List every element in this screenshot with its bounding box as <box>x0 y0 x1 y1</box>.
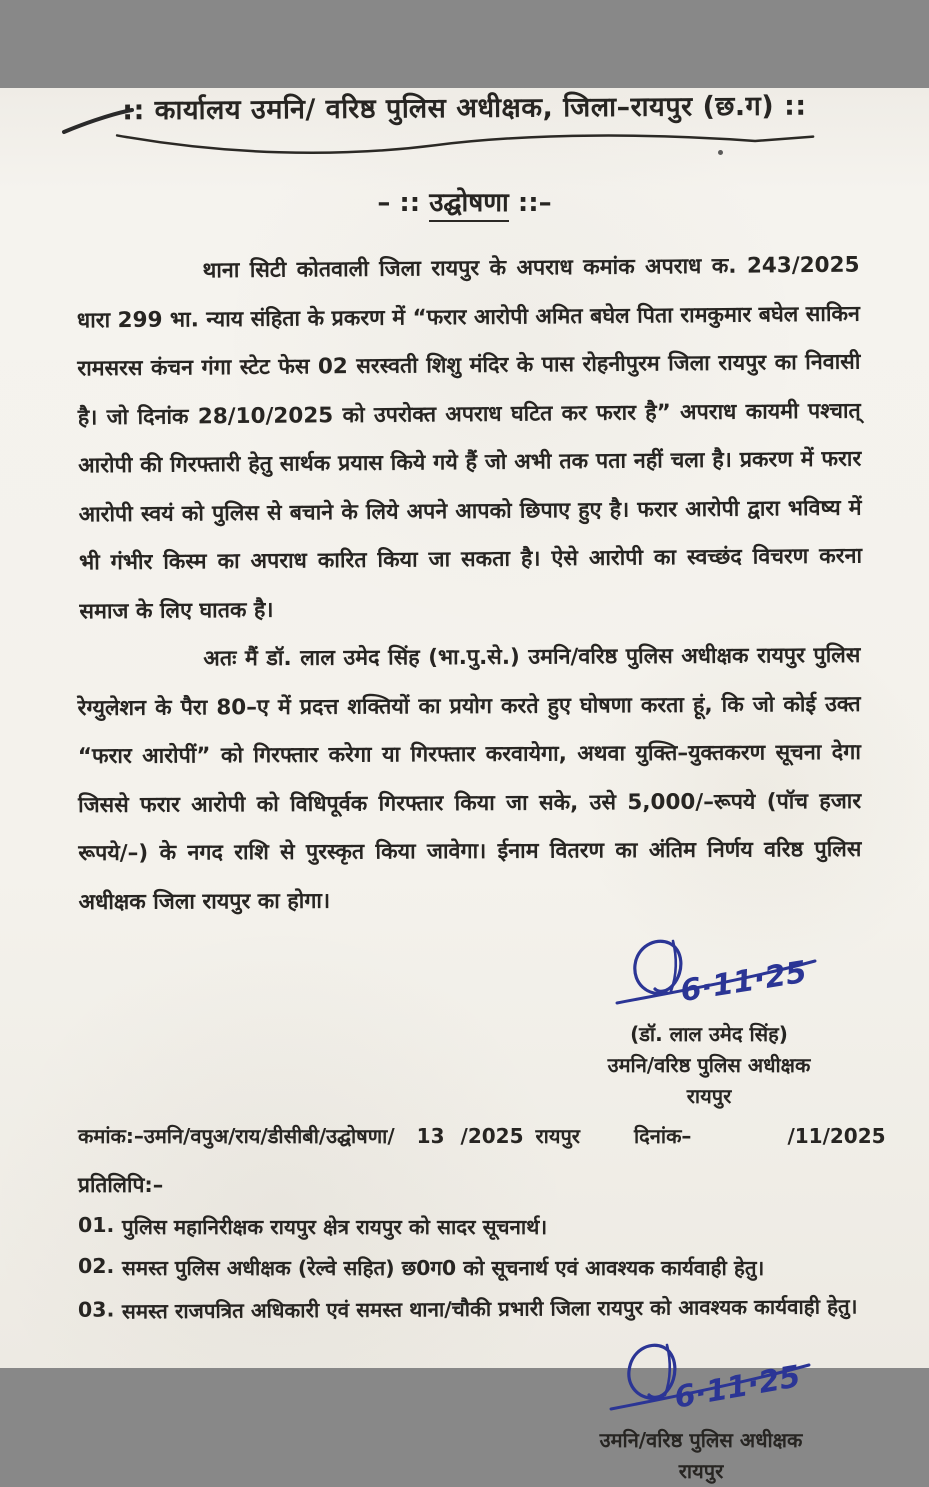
reference-place: रायपुर <box>535 1124 580 1149</box>
signature-ink-1 <box>589 931 829 1027</box>
copy-item-2 <box>78 1254 869 1282</box>
copy-item-text: समस्त राजपत्रित अधिकारी एवं समस्त थाना/चौकी प्रभारी जिला रायपुर को आवश्यक कार्यवाही हेतु। <box>121 1294 858 1324</box>
body-paragraph-2: अतः मैं डॉ. लाल उमेद सिंह (भा.पु.से.) उमनि/वरिष्ठ पुलिस अधीक्षक रायपुर पुलिस रेग्युलेशन के पैरा 80–ए में प्रदत्त शक्तियों का प्रयोग करते हुए घोषणा करता हूं, कि जो कोई उक्त “फरार आरोपीं” को गिरफ्तार करेगा या गिरफ्तार करवायेगा, अथवा युक्ति–युक्तकरण सूचना देगा जिससे फरार आरोपी को विधिपूर्वक गिरफ्तार किया जा सके, उसे 5,000/–रूपये (पॉच हजार रूपये/–) के नगद राशि से पुरस्कृत किया जावेगा। ईनाम वितरण का अंतिम निर्णय वरिष्ठ पुलिस अधीक्षक जिला रायपुर का होगा। <box>77 642 862 915</box>
reference-line <box>78 1122 886 1149</box>
signature-date-2: 6·11·25 <box>671 1359 804 1416</box>
subtitle-suffix: ::– <box>517 188 552 218</box>
reference-year: /2025 <box>460 1124 524 1149</box>
document-subtitle <box>0 183 929 219</box>
reference-number: 13 <box>416 1124 445 1149</box>
reference-date-value: /11/2025 <box>787 1124 886 1149</box>
office-title <box>60 85 869 156</box>
copy-item-number: 01. <box>78 1213 115 1238</box>
signatory-place: रायपुर <box>678 1459 724 1484</box>
copies-list <box>78 1213 869 1323</box>
title-underline <box>115 125 815 156</box>
signatory-designation: उमनि/वरिष्ठ पुलिस अधीक्षक <box>599 1428 803 1453</box>
signature-block-2 <box>551 1333 851 1487</box>
copy-item-text: पुलिस महानिरीक्षक रायपुर क्षेत्र रायपुर को सादर सूचनार्थ। <box>122 1215 548 1240</box>
subtitle-word: उद्घोषणा <box>429 188 509 222</box>
signature-date-1: 6·11·25 <box>678 954 810 1010</box>
signature-block-1 <box>559 931 859 1112</box>
copy-item-3 <box>78 1292 869 1326</box>
body-paragraph-1: थाना सिटी कोतवाली जिला रायपुर के अपराध कमांक अपराध क. 243/2025 धारा 299 भा. न्याय संहिता के प्रकरण में “फरार आरोपी अमित बघेल पिता रामकुमार बघेल साकिन रामसरस कंचन गंगा स्टेट फेस 02 सरस्वती शिशु मंदिर के पास रोहनीपुरम जिला रायपुर का निवासी है। जो दिनांक 28/10/2025 को उपरोक्त अपराध घटित कर फरार है” अपराध कायमी पश्चात् आरोपी की गिरफ्तारी हेतु सार्थक प्रयास किये गये हैं जो अभी तक पता नहीं चला है। प्रकरण में फरार आरोपी स्वयं को पुलिस से बचाने के लिये अपने आपको छिपाए हुए है। फरार आरोपी द्वारा भविष्य में भी गंभीर किस्म का अपराध कारित किया जा सकता है। ऐसे आरोपी का स्वच्छंद विचरण करना समाज के लिए घातक है। <box>76 252 863 625</box>
office-title-text: :: कार्यालय उमनि/ वरिष्ठ पुलिस अधीक्षक, जिला–रायपुर (छ.ग) :: <box>122 90 807 127</box>
reference-date-label: दिनांक– <box>633 1124 692 1149</box>
reference-label: कमांक:–उमनि/वपुअ/राय/डीसीबी/उद्घोषणा/ <box>78 1124 395 1149</box>
scanned-document-page <box>0 88 929 1484</box>
copy-item-number: 02. <box>78 1254 115 1279</box>
copies-heading: प्रतिलिपि:– <box>78 1173 164 1198</box>
copy-item-text: समस्त पुलिस अधीक्षक (रेल्वे सहित) छ0ग0 को सूचनार्थ एवं आवश्यक कार्यवाही हेतु। <box>122 1256 765 1281</box>
signatory-name: (डॉ. लाल उमेद सिंह) <box>630 1022 788 1047</box>
document-body <box>78 245 861 925</box>
signatory-designation: उमनि/वरिष्ठ पुलिस अधीक्षक <box>607 1053 811 1078</box>
copy-item-number: 03. <box>77 1297 115 1322</box>
subtitle-prefix: – :: <box>377 188 421 218</box>
copy-item-1 <box>78 1213 869 1241</box>
signature-ink-2 <box>581 1333 821 1433</box>
signatory-place: रायपुर <box>686 1084 732 1109</box>
